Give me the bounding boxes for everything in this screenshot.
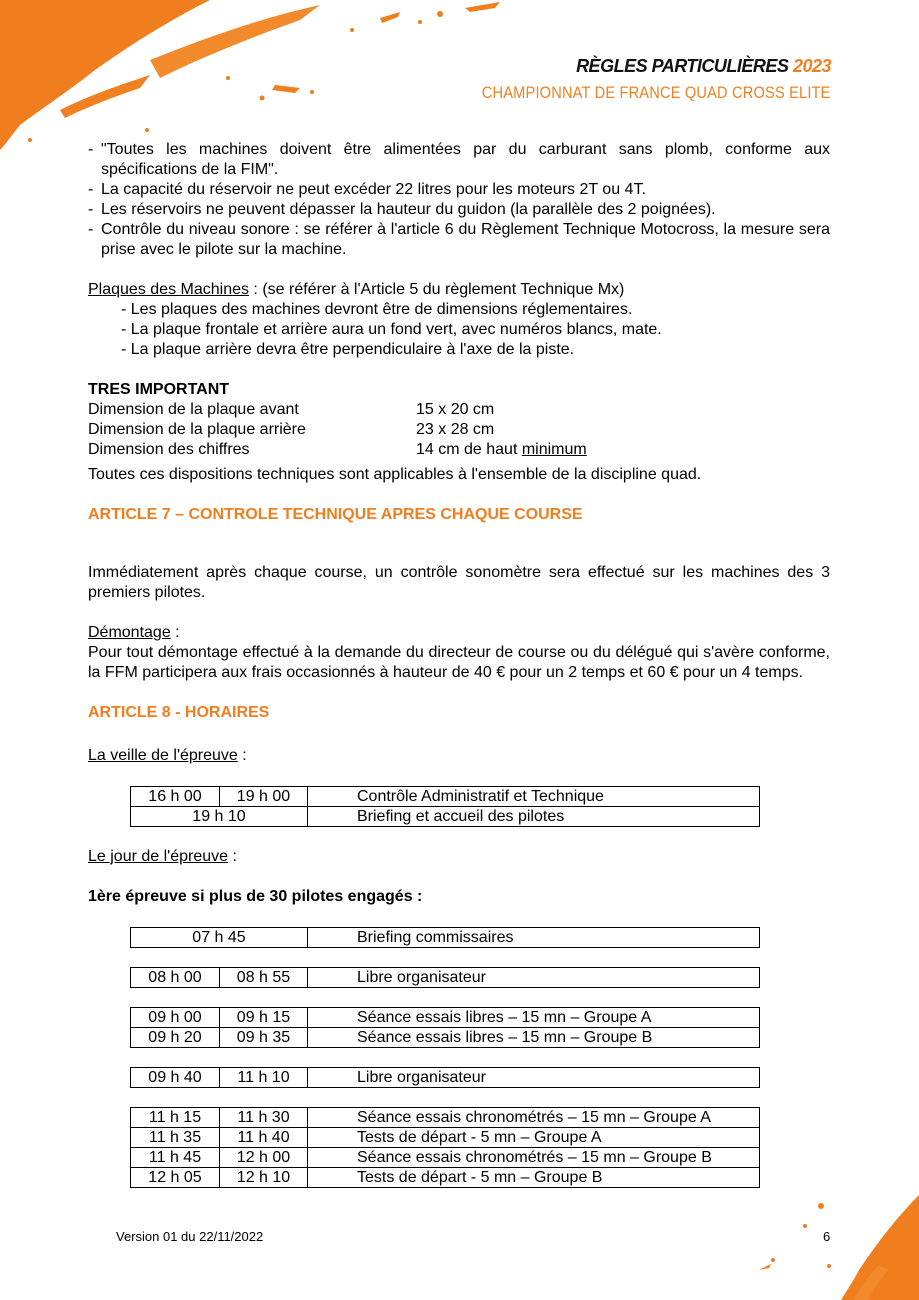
dimension-label: Dimension de la plaque arrière (88, 421, 306, 438)
end-time: 11 h 30 (220, 1108, 308, 1128)
schedule-description: Séance essais chronométrés – 15 mn – Groupe B (308, 1148, 760, 1168)
list-item: - La capacité du réservoir ne peut excéder 22 litres pour les moteurs 2T ou 4T. (88, 180, 830, 200)
table-row (131, 1008, 760, 1028)
page-number: 6 (823, 1229, 831, 1244)
page-content (88, 140, 830, 1188)
start-time: 11 h 45 (131, 1148, 220, 1168)
table-row (131, 1148, 760, 1168)
eve-colon: : (237, 747, 247, 764)
end-time: 12 h 00 (220, 1148, 308, 1168)
dimension-value-text: 15 x 20 cm (416, 401, 495, 418)
schedule-description: Briefing commissaires (308, 928, 760, 948)
table-row (131, 787, 760, 807)
demontage-heading (88, 623, 830, 643)
plates-heading-rest: : (se référer à l'Article 5 du règlement Technique Mx) (248, 281, 625, 298)
table-row (131, 1108, 760, 1128)
start-time: 12 h 05 (131, 1168, 220, 1188)
plates-list (88, 300, 830, 360)
dimension-value-underlined: minimum (521, 441, 587, 458)
table-row (131, 1128, 760, 1148)
table-row (131, 807, 760, 827)
header-title (425, 56, 831, 77)
orange-brush-splash-bottom-right (749, 1190, 919, 1300)
end-time: 11 h 40 (220, 1128, 308, 1148)
schedule-description: Tests de départ - 5 mn – Groupe B (308, 1168, 760, 1188)
eve-heading (88, 746, 830, 766)
schedule-description: Libre organisateur (308, 1068, 760, 1088)
table-row (88, 440, 587, 460)
start-time: 08 h 00 (131, 968, 220, 988)
dimension-label: Dimension des chiffres (88, 441, 250, 458)
header-title-text: RÈGLES PARTICULIÈRES (576, 56, 789, 76)
day-schedule-table (130, 927, 760, 1188)
list-item: - La plaque frontale et arrière aura un fond vert, avec numéros blancs, mate. (121, 320, 830, 340)
start-time: 16 h 00 (131, 787, 220, 807)
end-time: 08 h 55 (220, 968, 308, 988)
dimension-value-text: 14 cm de haut (416, 441, 522, 458)
list-item: - La plaque arrière devra être perpendiculaire à l'axe de la piste. (121, 340, 830, 360)
plates-heading (88, 280, 830, 300)
important-heading: TRES IMPORTANT (88, 381, 230, 398)
footer-version: Version 01 du 22/11/2022 (116, 1229, 264, 1244)
table-row (131, 1028, 760, 1048)
end-time: 19 h 00 (220, 787, 308, 807)
document-header (425, 56, 831, 103)
list-item: - Les réservoirs ne peuvent dépasser la hauteur du guidon (la parallèle des 2 poignées). (88, 200, 830, 220)
table-row (131, 968, 760, 988)
day-heading (88, 847, 830, 867)
end-time: 12 h 10 (220, 1168, 308, 1188)
dimension-label: Dimension de la plaque avant (88, 401, 299, 418)
table-row (131, 1068, 760, 1088)
header-subtitle: CHAMPIONNAT DE FRANCE QUAD CROSS ELITE (482, 83, 831, 102)
end-time: 11 h 10 (220, 1068, 308, 1088)
start-time: 11 h 35 (131, 1128, 220, 1148)
dimension-value (416, 400, 587, 420)
plates-heading-label: Plaques des Machines (88, 281, 249, 298)
demontage-colon: : (170, 624, 180, 641)
table-row (88, 400, 587, 420)
demontage-paragraph: Pour tout démontage effectué à la demande du directeur de course ou du délégué qui s'avère conforme, la FFM participera aux frais occasionnés à hauteur de 40 € pour un 2 temps et 60 € pour un 4 temps. (88, 644, 830, 681)
article-8-title: ARTICLE 8 - HORAIRES (88, 704, 270, 721)
list-item: - Contrôle du niveau sonore : se référer à l'article 6 du Règlement Technique Motocross, la mesure sera prise avec le pilote sur la machine. (88, 220, 830, 260)
start-time: 09 h 00 (131, 1008, 220, 1028)
schedule-description: Tests de départ - 5 mn – Groupe A (308, 1128, 760, 1148)
fuel-rules-list (88, 140, 830, 260)
schedule-description: Séance essais libres – 15 mn – Groupe B (308, 1028, 760, 1048)
table-row (131, 928, 760, 948)
list-item: - Les plaques des machines devront être de dimensions réglementaires. (121, 300, 830, 320)
start-time: 09 h 20 (131, 1028, 220, 1048)
dimension-value (416, 420, 587, 440)
eve-label: La veille de l'épreuve (88, 747, 238, 764)
time: 19 h 10 (131, 807, 308, 827)
table-row (131, 1168, 760, 1188)
start-time: 09 h 40 (131, 1068, 220, 1088)
day-label: Le jour de l'épreuve (88, 848, 229, 865)
schedule-description: Contrôle Administratif et Technique (308, 787, 760, 807)
eve-schedule-table (130, 786, 760, 827)
schedule-description: Séance essais libres – 15 mn – Groupe A (308, 1008, 760, 1028)
plate-dimensions-table (88, 400, 587, 460)
time: 07 h 45 (131, 928, 308, 948)
demontage-label: Démontage (88, 624, 171, 641)
schedule-description: Séance essais chronométrés – 15 mn – Groupe A (308, 1108, 760, 1128)
article-7-paragraph: Immédiatement après chaque course, un contrôle sonomètre sera effectué sur les machines des 3 premiers pilotes. (88, 564, 830, 601)
important-note: Toutes ces dispositions techniques sont applicables à l'ensemble de la discipline quad. (88, 466, 702, 483)
table-row (88, 420, 587, 440)
first-event-heading: 1ère épreuve si plus de 30 pilotes engagés : (88, 888, 423, 905)
header-year: 2023 (792, 56, 831, 76)
dimension-value (416, 440, 587, 460)
end-time: 09 h 35 (220, 1028, 308, 1048)
start-time: 11 h 15 (131, 1108, 220, 1128)
day-colon: : (228, 848, 237, 865)
end-time: 09 h 15 (220, 1008, 308, 1028)
dimension-value-text: 23 x 28 cm (416, 421, 495, 438)
list-item: - "Toutes les machines doivent être alimentées par du carburant sans plomb, conforme aux spécifications de la FIM". (88, 140, 830, 180)
schedule-description: Briefing et accueil des pilotes (308, 807, 760, 827)
schedule-description: Libre organisateur (308, 968, 760, 988)
article-7-title: ARTICLE 7 – CONTROLE TECHNIQUE APRES CHAQUE COURSE (88, 506, 583, 523)
